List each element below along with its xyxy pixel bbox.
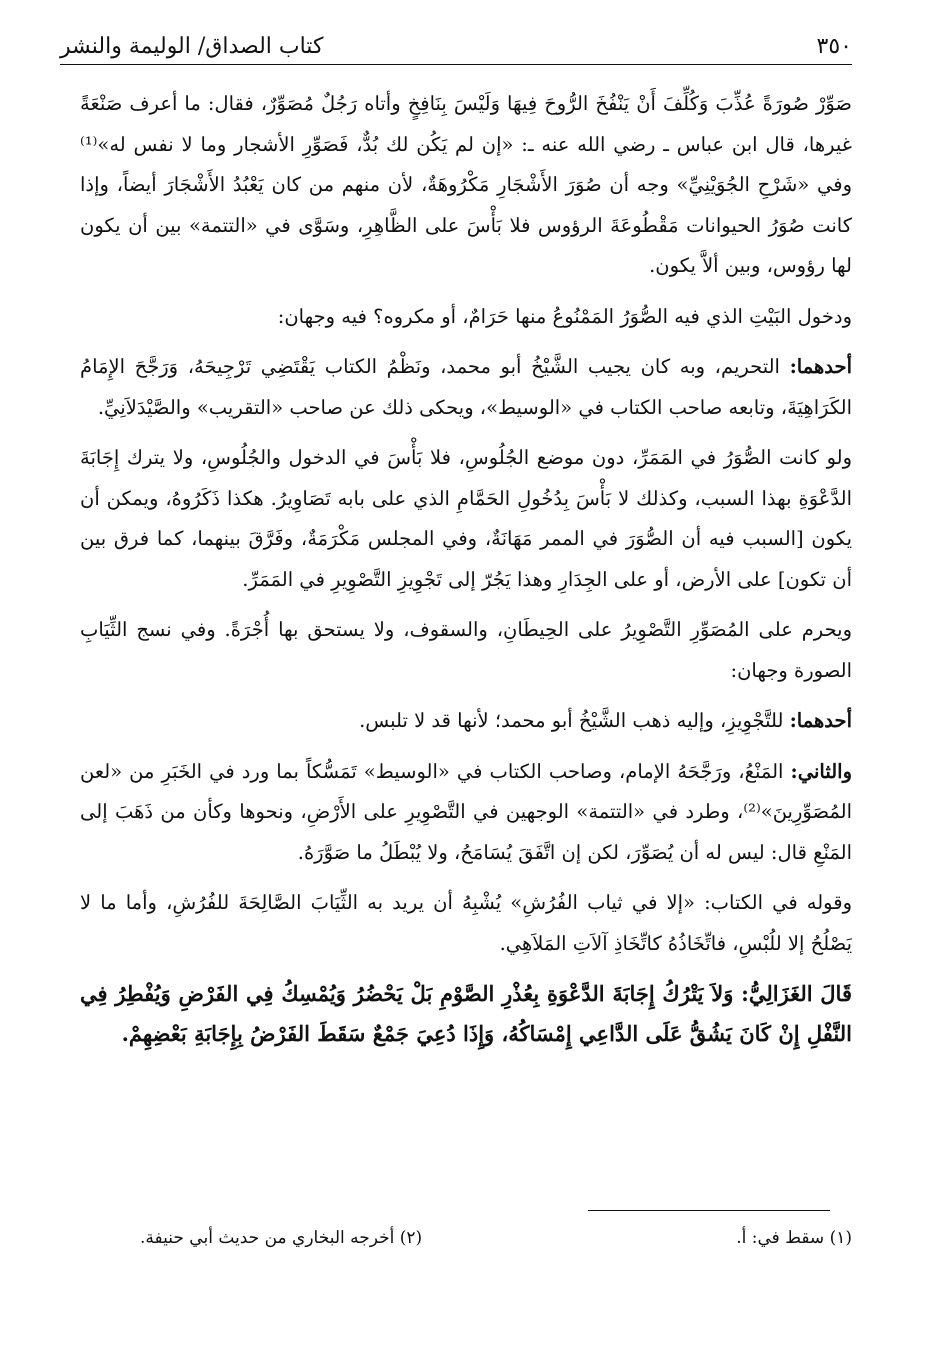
- paragraph: ودخول البَيْتِ الذي فيه الصُّوَرُ المَمْنُوعُ منها حَرَامٌ، أو مكروه؟ فيه وجهان:: [277, 304, 852, 328]
- footnote-1: (١) سقط في: أ.: [736, 1228, 852, 1248]
- paragraph: صَوِّرْ صُورَةً عُذِّبَ وَكُلِّفَ أَنْ يَنْفُخَ الرُّوحَ فِيهَا وَلَيْسَ بِنَافِخٍ وأتاه رَجُلٌ مُصَوِّرٌ، فقال: ما أعرف صَنْعَةً غيرها، قال ابن عباس ـ رضي الله عنه ـ: «إن لم يَكُن لك بُدٌّ، فَصَوِّرِ الأشجار وما لا نفس له»⁽¹⁾ وفي «شَرْحِ الجُوَيْنِيِّ» وجه أن صُوَرَ الأَشْجَارِ مَكْرُوهَةٌ، لأن منهم من كان يَعْبُدُ الأَشْجَارَ أيضاً، وإذا كانت صُوَرُ الحيوانات مَقْطُوعَةَ الرؤوس فلا بَأْسَ على الظَّاهِرِ، وسَوَّى في «التتمة» بين أن يكون لها رؤوس، وبين ألاَّ يكون.: [80, 92, 852, 277]
- footnote-2: (٢) أخرجه البخاري من حديث أبي حنيفة.: [140, 1228, 423, 1248]
- paragraph-lead: أحدهما:: [789, 355, 852, 378]
- page-header: [60, 28, 852, 65]
- footnotes: [140, 1228, 852, 1248]
- paragraph: والثاني: المَنْعُ، ورَجَّحَهُ الإمام، وصاحب الكتاب في «الوسيط» تَمَسُّكاً بما ورد في الخَبَرِ من «لعن المُصَوِّرِينَ»⁽²⁾، وطرد في «التتمة» الوجهين في التَّصْوِيرِ على الأَرْضِ، ونحوها وكأن من ذَهَبَ إلى المَنْعِ قال: ليس له أن يُصَوِّرَ، لكن إن اتَّفَقَ يُسَامَحُ، ولا يُبْطَلُ ما صَوَّرَهُ.: [80, 759, 852, 864]
- paragraph: أحدهما: التحريم، وبه كان يجيب الشَّيْخُ أبو محمد، ونَظْمُ الكتاب يَقْتَضِي تَرْجِيحَهُ، وَرَجَّحَ الإِمَامُ الكَرَاهِيَةَ، وتابعه صاحب الكتاب في «الوسيط»، ويحكى ذلك عن صاحب «التقريب» والصَّيْدَلاَنِيِّ.: [80, 355, 852, 419]
- book-title: كتاب الصداق/ الوليمة والنشر: [60, 33, 324, 59]
- paragraph-lead: والثاني:: [790, 759, 852, 783]
- paragraph: ولو كانت الصُّوَرُ في المَمَرِّ، دون موضع الجُلُوسِ، فلا بَأْسَ في الدخول والجُلُوسِ، ولا يترك إِجَابَةَ الدَّعْوَةِ بهذا السبب، وكذلك لا بَأْسَ بِدُخُولِ الحَمَّامِ الذي على بابه تَصَاوِيرُ. هكذا ذَكَرُوهُ، ويمكن أن يكون [السبب فيه أن الصُّوَرَ في الممر مَهَانَةٌ، وفي المجلس مَكْرَمَةٌ، وفَرَّقَ بينهما، كما فرق بين أن تكون] على الأرض، أو على الجِدَارِ وهذا يَجُرّ إلى تَجْوِيزِ التَّصْوِيرِ في المَمَرِّ.: [80, 446, 852, 591]
- ghazali-quote: [80, 974, 852, 1054]
- page-body: [80, 84, 852, 1110]
- paragraph: أحدهما: للتَّجْوِيزِ، وإليه ذهب الشَّيْخُ أبو محمد؛ لأنها قد لا تلبس.: [359, 709, 852, 732]
- footnote-separator: [588, 1210, 830, 1211]
- paragraph: وقوله في الكتاب: «إلا في ثياب الفُرُشِ» يُشْبِهُ أن يريد به الثِّيَابَ الصَّالِحَةَ للفُرُشِ، وأما ما لا يَصْلُحُ إلا للُبْسِ، فاتِّخَاذُهُ كاتِّخَاذِ آلاَتِ المَلاَهِي.: [80, 891, 852, 955]
- quote-lead: قَالَ الغَزَالِيُّ:: [741, 981, 852, 1006]
- paragraph-lead: أحدهما:: [789, 709, 852, 732]
- paragraph: ويحرم على المُصَوِّرِ التَّصْوِيرُ على الحِيطَانِ، والسقوف، ولا يستحق بها أُجْرَةً. وفي نسج الثِّيَابِ الصورة وجهان:: [80, 618, 852, 682]
- quote-text: وَلاَ يَتْرُكُ إِجَابَةَ الدَّعْوَةِ بِعُذْرِ الصَّوْمِ بَلْ يَحْضُرُ وَيُمْسِكُ فِي الفَرْضِ وَيُفْطِرُ فِي النَّفْلِ إِنْ كَانَ يَشُقُّ عَلَى الدَّاعِي إِمْسَاكُهُ، وَإِذَا دُعِيَ جَمْعٌ سَقَطَ الفَرْضُ بِإِجَابَةِ بَعْضِهِمْ.: [80, 981, 852, 1046]
- page-number: ٣٥٠: [816, 33, 852, 59]
